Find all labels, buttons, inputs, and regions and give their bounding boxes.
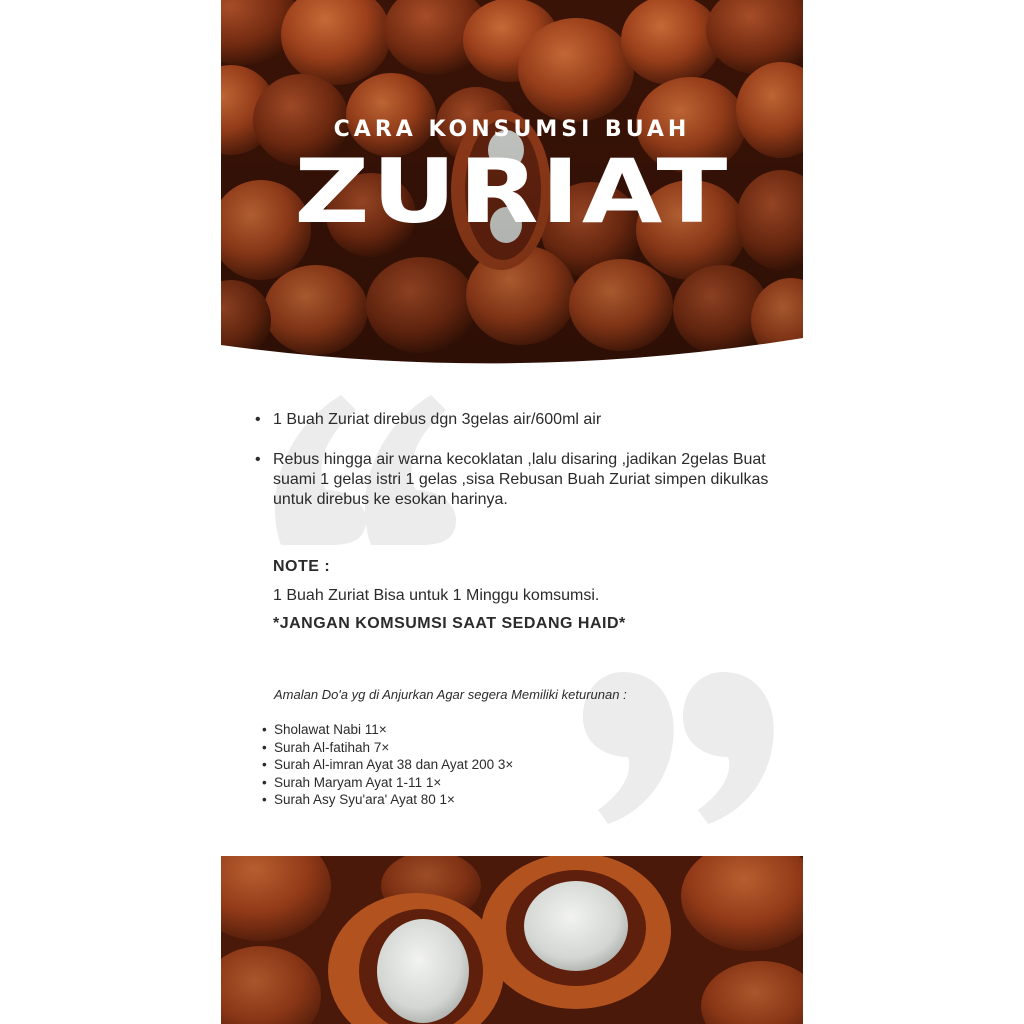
- note-label: NOTE :: [273, 558, 331, 575]
- list-item: [262, 774, 513, 792]
- hero-banner: [221, 0, 803, 365]
- note-warning: *JANGAN KOMSUMSI SAAT SEDANG HAID*: [273, 615, 626, 632]
- list-item: [262, 791, 513, 809]
- poster-card: [221, 0, 803, 1024]
- amalan-item: Surah Maryam Ayat 1-11 1×: [274, 774, 442, 790]
- bullet: •: [262, 792, 267, 807]
- note-text: 1 Buah Zuriat Bisa untuk 1 Minggu komsumsi.: [273, 587, 600, 604]
- amalan-item: Sholawat Nabi 11×: [274, 722, 387, 737]
- amalan-item: Surah Al-fatihah 7×: [274, 739, 390, 755]
- list-item: [262, 756, 513, 774]
- steps-list: [255, 410, 785, 530]
- bullet: •: [262, 757, 267, 772]
- step-text: Rebus hingga air warna kecoklatan ,lalu disaring ,jadikan 2gelas Buat suami 1 gelas istri 1 gelas ,sisa Rebusan Buah Zuriat simpen dikulkas untuk direbus ke esokan harinya.: [273, 451, 769, 508]
- amalan-item: Surah Asy Syu'ara' Ayat 80 1×: [274, 792, 455, 807]
- list-item: [262, 739, 513, 757]
- amalan-list: [262, 721, 513, 809]
- list-item: [262, 721, 513, 739]
- bottom-photo: [221, 856, 803, 1024]
- bullet: •: [262, 739, 267, 755]
- amalan-intro: Amalan Do'a yg di Anjurkan Agar segera Memiliki keturunan :: [274, 687, 627, 702]
- step-text: 1 Buah Zuriat direbus dgn 3gelas air/600ml air: [273, 411, 602, 428]
- zuriat-kernel-photo: [221, 856, 803, 1024]
- hero-subtitle: CARA KONSUMSI BUAH: [333, 117, 691, 142]
- bullet: •: [255, 411, 261, 428]
- bullet: •: [255, 451, 261, 468]
- list-item: [255, 450, 785, 510]
- hero-title: ZURIAT: [294, 140, 730, 243]
- bullet: •: [262, 774, 267, 790]
- bullet: •: [262, 722, 267, 737]
- amalan-item: Surah Al-imran Ayat 38 dan Ayat 200 3×: [274, 757, 514, 772]
- list-item: [255, 410, 785, 430]
